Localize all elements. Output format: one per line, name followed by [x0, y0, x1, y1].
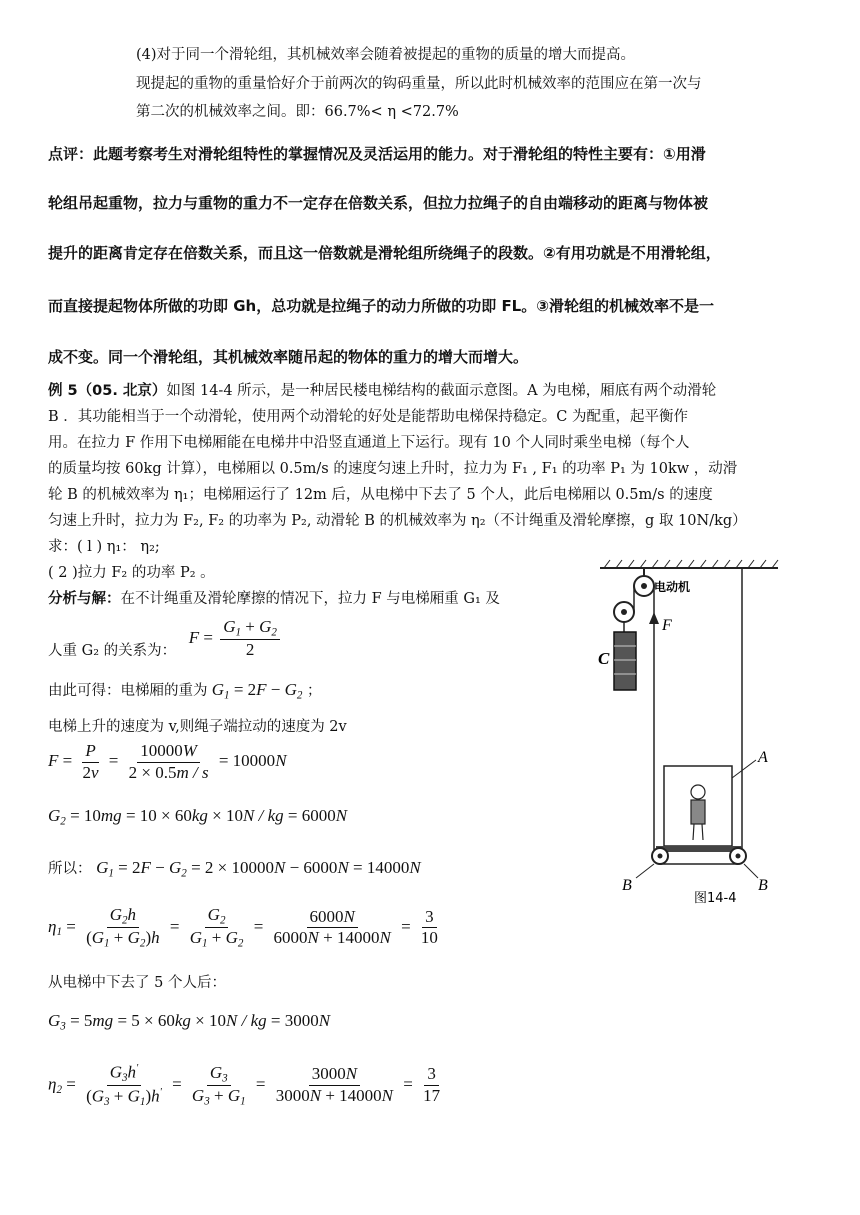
elevator-figure: [596, 556, 786, 911]
pulley-b-right-label: B: [758, 877, 768, 894]
example-line-3: 用。在拉力 F 作用下电梯厢能在电梯井中沿竖直通道上下运行。现有 10 个人同时乘坐电梯（每个人: [48, 435, 690, 451]
formula-F-value: F = $\frac{P}{2v}$ = $\frac{10000W}{2 \times 0.5m / s}$ = 10000N: [48, 741, 287, 782]
intro-point4: (4)对于同一个滑轮组，其机械效率会随着被提起的重物的质量的增大而提高。: [136, 47, 636, 63]
formula-G1-value: $G_1 = 2F - G_2 = 2 \times 10000N - 6000N = 14000N$: [96, 858, 421, 880]
example-line-6: 匀速上升时，拉力为 F₂, F₂ 的功率为 P₂, 动滑轮 B 的机械效率为 η₂（不计绳重及滑轮摩擦，g 取 10N/kg）: [48, 513, 747, 529]
force-label: F: [662, 617, 672, 634]
comment-line-5: 成不变。同一个滑轮组，其机械效率随吊起的物体的重力的增大而增大。: [48, 348, 529, 366]
speed-line: 电梯上升的速度为 v,则绳子端拉动的速度为 2v: [48, 719, 347, 735]
formula-eta1: $\eta_1$ = $\frac{G_2h}{(G_1 + G_2)h}$ = $\frac{G_2}{G_1 + G_2}$ = $\frac{6000N}{6000N + 14000N}$ = $\frac{3}{10}$: [48, 905, 438, 950]
intro-line2: 现提起的重物的重量恰好介于前两次的钩码重量，所以此时机械效率的范围应在第一次与: [136, 76, 702, 92]
formula-G3: $G_3 = 5mg = 5 \times 60kg \times 10N$ / kg = 3000N: [48, 1011, 331, 1033]
so-label: 所以：: [48, 861, 92, 877]
comment-line-1: 点评：此题考察考生对滑轮组特性的掌握情况及灵活运用的能力。对于滑轮组的特性主要有：①用滑: [48, 145, 706, 163]
analysis-text-1: 在不计绳重及滑轮摩擦的情况下，拉力 F 与电梯厢重 G₁ 及: [120, 591, 500, 607]
force-arrow: [649, 612, 659, 624]
example-question-2: ( 2 )拉力 F₂ 的功率 P₂ 。: [48, 565, 215, 581]
example-line-5: 轮 B 的机械效率为 η₁；电梯厢运行了 12m 后，从电梯中下去了 5 个人，此后电梯厢以 0.5m/s 的速度: [48, 487, 713, 503]
comment-line-4: 而直接提起物体所做的功即 Gh，总功就是拉绳子的动力所做的功即 FL。③滑轮组的机械效率不是一: [48, 297, 714, 315]
analysis-label: 分析与解：: [48, 591, 121, 607]
so-line: [48, 858, 421, 881]
derive-label: 由此可得：电梯厢的重为: [48, 683, 208, 699]
car-floor: [656, 846, 742, 852]
formula-G2: $G_2 = 10mg = 10 \times 60kg \times 10N$ / kg = 6000N: [48, 806, 348, 828]
counterweight: [614, 632, 636, 690]
relation-label: 人重 G₂ 的关系为：: [48, 642, 177, 659]
analysis-line-1: [48, 591, 500, 608]
formula-G1: $G_1 = 2F - G_2$: [207, 680, 303, 702]
example-line-2: B ．其功能相当于一个动滑轮，使用两个动滑轮的好处是能帮助电梯保持稳定。C 为配重，起平衡作: [48, 409, 688, 425]
counterweight-label: C: [598, 649, 610, 668]
example-question-1: 求：( l ) η₁： η₂;: [48, 539, 160, 555]
comment-line-2: 轮组吊起重物，拉力与重物的重力不一定存在倍数关系，但拉力拉绳子的自由端移动的距离与物体被: [48, 194, 709, 212]
figure-caption: 图14-4: [694, 891, 737, 906]
example-text-1: 如图 14-4 所示，是一种居民楼电梯结构的截面示意图。A 为电梯，厢底有两个动滑轮: [166, 383, 717, 399]
example-line-1: [48, 383, 716, 400]
formula-eta2: $\eta_2$ = $\frac{G_3h'}{(G_3 + G_1)h'}$ = $\frac{G_3}{G_3 + G_1}$ = $\frac{3000N}{3000N + 14000N}$ = $\frac{3}{17}$: [48, 1062, 441, 1109]
comment-line-3: 提升的距离肯定存在倍数关系，而且这一倍数就是滑轮组所绕绳子的段数。②有用功就是不用滑轮组，: [48, 244, 721, 262]
elevator-label: A: [758, 749, 768, 766]
derive-line: 由此可得：电梯厢的重为 $G_1 = 2F - G_2$ ；: [48, 680, 322, 702]
example-label: 例 5（05. 北京）: [48, 383, 167, 399]
intro-line3: 第二次的机械效率之间。即：66.7%< η <72.7%: [136, 104, 459, 120]
relation-line: [48, 618, 283, 660]
motor-label: 电动机: [654, 580, 691, 594]
formula-F-relation: F = $\frac{G_1 + G_2}{2}$: [189, 628, 283, 647]
pulley-b-left-label: B: [622, 877, 632, 894]
example-line-4: 的质量均按 60kg 计算），电梯厢以 0.5m/s 的速度匀速上升时，拉力为 F₁ , F₁ 的功率 P₁ 为 10kw ，动滑: [48, 461, 738, 477]
ceiling: [600, 560, 778, 568]
after-line: 从电梯中下去了 5 个人后：: [48, 975, 226, 991]
